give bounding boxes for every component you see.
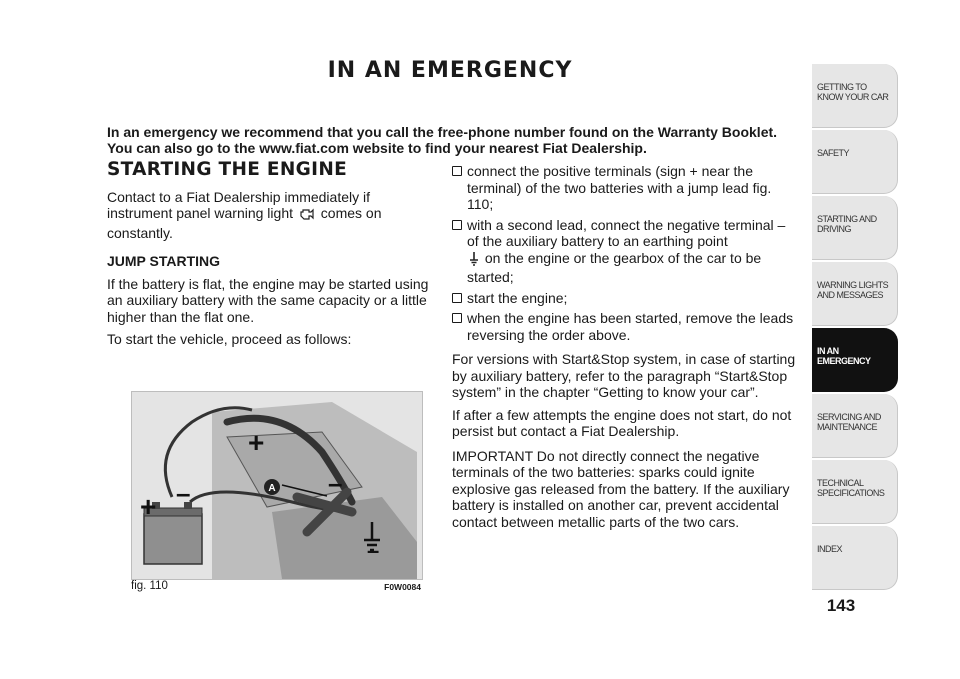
- tab-servicing[interactable]: [812, 394, 898, 458]
- important-paragraph: IMPORTANT Do not directly connect the negative terminals of the two batteries: sparks could ignite explosive gas released from the battery. If the auxiliary battery is installed on another car, prevent accidental contact between metallic parts of the two cars.: [452, 447, 790, 530]
- chapter-sidebar: [812, 64, 898, 591]
- negative-sign-aux: –: [176, 478, 191, 508]
- left-column: [107, 159, 437, 354]
- step-text: on the engine or the gearbox of the car to be started;: [467, 249, 762, 285]
- jump-paragraph: If the battery is flat, the engine may be started using an auxiliary battery with the same capacity or a little higher than the flat one.: [107, 275, 429, 325]
- positive-sign: +: [248, 427, 265, 458]
- figure-caption: [131, 580, 421, 594]
- step-text: with a second lead, connect the negative terminal – of the auxiliary battery to an earthing point: [467, 216, 786, 249]
- tab-warning-lights[interactable]: [812, 262, 898, 326]
- warning-text-before: Contact to a Fiat Dealership immediately if instrument panel warning light: [107, 188, 370, 221]
- tab-label: TECHNICAL SPECIFICATIONS: [817, 478, 885, 498]
- step-item: start the engine;: [452, 290, 800, 307]
- warning-text-after: comes on constantly.: [107, 205, 382, 241]
- page-number: 143: [826, 596, 856, 615]
- negative-sign-ground: –: [367, 538, 380, 563]
- tab-label: GETTING TO KNOW YOUR CAR: [817, 82, 889, 102]
- tab-label: SAFETY: [817, 148, 850, 158]
- section-heading: STARTING THE ENGINE: [107, 159, 348, 180]
- startstop-paragraph: For versions with Start&Stop system, in case of starting by auxiliary battery, refer to the paragraph “Start&Stop system” in the chapter “Getting to know your car”.: [452, 351, 796, 400]
- positive-sign-aux: +: [140, 491, 157, 522]
- subheading-jump-starting: JUMP STARTING: [107, 253, 221, 269]
- intro-paragraph: In an emergency we recommend that you call the free-phone number found on the Warranty Booklet. You can also go to the www.fiat.com website to find your nearest Fiat Dealership.: [107, 124, 778, 156]
- figure-number: fig. 110: [131, 580, 168, 592]
- earth-ground-icon: [469, 252, 479, 270]
- tab-label: STARTING AND DRIVING: [817, 214, 877, 234]
- step-item: [452, 217, 800, 286]
- page-title: IN AN EMERGENCY: [327, 58, 573, 83]
- tab-technical-specs[interactable]: [812, 460, 898, 524]
- tab-getting-to-know[interactable]: [812, 64, 898, 128]
- figure-code: F0W0084: [384, 582, 421, 592]
- tab-starting-driving[interactable]: [812, 196, 898, 260]
- right-column: [452, 163, 800, 536]
- step-item: when the engine has been started, remove the leads reversing the order above.: [452, 310, 800, 343]
- tab-label: WARNING LIGHTS AND MESSAGES: [817, 280, 889, 300]
- tab-label: INDEX: [817, 544, 843, 554]
- tab-in-an-emergency[interactable]: [812, 328, 898, 392]
- steps-list: [452, 163, 800, 343]
- engine-warning-icon: [299, 207, 315, 225]
- figure-jump-start-illustration: [131, 391, 423, 580]
- callout-a-label: A: [268, 483, 276, 494]
- attempts-paragraph: If after a few attempts the engine does not start, do not persist but contact a Fiat Dealership.: [452, 406, 792, 439]
- proceed-paragraph: To start the vehicle, proceed as follows:: [107, 331, 352, 347]
- step-item: connect the positive terminals (sign + near the terminal) of the two batteries with a jump lead fig. 110;: [452, 163, 800, 213]
- tab-label: IN AN EMERGENCY: [817, 346, 871, 366]
- negative-sign: –: [328, 468, 343, 498]
- warning-light-paragraph: [107, 189, 437, 242]
- tab-index[interactable]: [812, 526, 898, 590]
- jump-start-drawing: [132, 392, 422, 579]
- tab-label: SERVICING AND MAINTENANCE: [817, 412, 881, 432]
- tab-safety[interactable]: [812, 130, 898, 194]
